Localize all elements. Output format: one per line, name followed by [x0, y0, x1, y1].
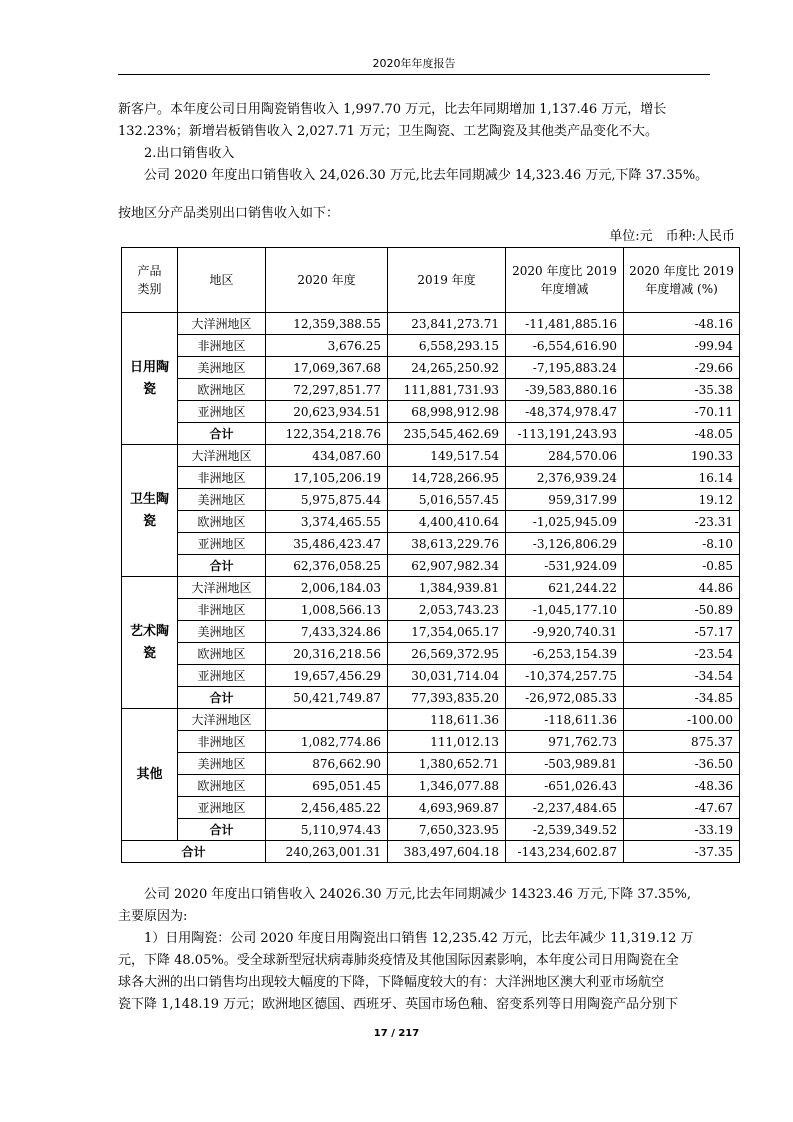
analysis-paragraph — [118, 884, 710, 1016]
change-cell: -1,045,177.10 — [506, 599, 624, 621]
table-row — [122, 599, 740, 621]
analysis-line: 元，下降 48.05%。受全球新型冠状病毒肺炎疫情及其他国际因素影响，本年度公司日用陶瓷在全 — [118, 953, 679, 968]
change-pct-cell: -48.36 — [624, 775, 740, 797]
change-pct-cell: -57.17 — [624, 621, 740, 643]
region-cell: 欧洲地区 — [178, 643, 266, 665]
value-2019-cell: 4,693,969.87 — [388, 797, 506, 819]
table-row — [122, 577, 740, 599]
change-pct-cell: -29.66 — [624, 357, 740, 379]
value-2019-cell: 17,354,065.17 — [388, 621, 506, 643]
region-cell: 合计 — [178, 819, 266, 841]
change-cell: -9,920,740.31 — [506, 621, 624, 643]
value-2020-cell: 19,657,456.29 — [266, 665, 388, 687]
value-2019-cell: 149,517.54 — [388, 445, 506, 467]
region-cell: 欧洲地区 — [178, 379, 266, 401]
region-cell: 大洋洲地区 — [178, 709, 266, 731]
table-row — [122, 401, 740, 423]
value-2020-cell: 72,297,851.77 — [266, 379, 388, 401]
change-pct-cell: -23.54 — [624, 643, 740, 665]
grand-total-label: 合计 — [122, 841, 266, 863]
change-pct-cell: -100.00 — [624, 709, 740, 731]
page-number: 17 / 217 — [373, 1028, 420, 1039]
region-cell: 非洲地区 — [178, 731, 266, 753]
region-cell: 非洲地区 — [178, 467, 266, 489]
change-pct-cell: -48.16 — [624, 313, 740, 335]
change-cell: -2,539,349.52 — [506, 819, 624, 841]
header-2020: 2020 年度 — [266, 248, 388, 313]
change-cell: 2,376,939.24 — [506, 467, 624, 489]
change-cell: -531,924.09 — [506, 555, 624, 577]
value-2019-cell: 7,650,323.95 — [388, 819, 506, 841]
change-cell: -39,583,880.16 — [506, 379, 624, 401]
header-change-pct: 2020 年度比 2019 年度增减 (%) — [624, 248, 740, 313]
value-2019-cell: 1,380,652.71 — [388, 753, 506, 775]
region-cell: 美洲地区 — [178, 489, 266, 511]
value-2020-cell: 122,354,218.76 — [266, 423, 388, 445]
export-revenue-table — [121, 247, 740, 863]
value-2020-cell — [266, 709, 388, 731]
change-cell: -11,481,885.16 — [506, 313, 624, 335]
change-pct-cell: -0.85 — [624, 555, 740, 577]
value-2020-cell: 876,662.90 — [266, 753, 388, 775]
value-2020-cell: 5,975,875.44 — [266, 489, 388, 511]
table-row — [122, 665, 740, 687]
region-cell: 亚洲地区 — [178, 797, 266, 819]
change-pct-cell: -34.85 — [624, 687, 740, 709]
table-row — [122, 643, 740, 665]
analysis-line: 公司 2020 年度出口销售收入 24026.30 万元,比去年同期减少 14323.46 万元,下降 37.35%, — [144, 887, 692, 902]
value-2020-cell: 35,486,423.47 — [266, 533, 388, 555]
value-2019-cell: 38,613,229.76 — [388, 533, 506, 555]
value-2020-cell: 3,374,465.55 — [266, 511, 388, 533]
report-header — [118, 56, 710, 75]
value-2019-cell: 235,545,462.69 — [388, 423, 506, 445]
region-cell: 美洲地区 — [178, 753, 266, 775]
value-2020-cell: 62,376,058.25 — [266, 555, 388, 577]
change-pct-cell: -47.67 — [624, 797, 740, 819]
intro-line: 132.23%；新增岩板销售收入 2,027.71 万元；卫生陶瓷、工艺陶瓷及其他类产品变化不大。 — [118, 124, 658, 139]
region-cell: 合计 — [178, 555, 266, 577]
header-region: 地区 — [178, 248, 266, 313]
value-2019-cell: 30,031,714.04 — [388, 665, 506, 687]
change-pct-cell: -70.11 — [624, 401, 740, 423]
category-cell: 艺术陶瓷 — [122, 577, 178, 709]
table-total-row — [122, 687, 740, 709]
value-2019-cell: 62,907,982.34 — [388, 555, 506, 577]
region-cell: 大洋洲地区 — [178, 445, 266, 467]
region-cell: 美洲地区 — [178, 357, 266, 379]
intro-line: 公司 2020 年度出口销售收入 24,026.30 万元,比去年同期减少 14,323.46 万元,下降 37.35%。 — [144, 168, 709, 183]
table-row — [122, 357, 740, 379]
value-2020-cell: 20,316,218.56 — [266, 643, 388, 665]
unit-note: 单位:元 币种:人民币 — [609, 229, 735, 244]
table-total-row — [122, 423, 740, 445]
change-cell: 284,570.06 — [506, 445, 624, 467]
value-2019-cell: 111,012.13 — [388, 731, 506, 753]
change-pct-cell: -50.89 — [624, 599, 740, 621]
grand-total-2019: 383,497,604.18 — [388, 841, 506, 863]
region-cell: 大洋洲地区 — [178, 313, 266, 335]
value-2019-cell: 4,400,410.64 — [388, 511, 506, 533]
intro-paragraph — [118, 99, 710, 187]
change-cell: 971,762.73 — [506, 731, 624, 753]
value-2020-cell: 20,623,934.51 — [266, 401, 388, 423]
change-pct-cell: 16.14 — [624, 467, 740, 489]
value-2020-cell: 2,006,184.03 — [266, 577, 388, 599]
table-row — [122, 621, 740, 643]
table-row — [122, 511, 740, 533]
value-2019-cell: 23,841,273.71 — [388, 313, 506, 335]
change-cell: -48,374,978.47 — [506, 401, 624, 423]
region-cell: 非洲地区 — [178, 599, 266, 621]
value-2020-cell: 17,105,206.19 — [266, 467, 388, 489]
value-2019-cell: 118,611.36 — [388, 709, 506, 731]
report-title: 2020年年度报告 — [372, 57, 456, 70]
region-cell: 亚洲地区 — [178, 401, 266, 423]
value-2020-cell: 17,069,367.68 — [266, 357, 388, 379]
value-2020-cell: 1,082,774.86 — [266, 731, 388, 753]
region-cell: 亚洲地区 — [178, 665, 266, 687]
region-cell: 欧洲地区 — [178, 511, 266, 533]
table-row — [122, 797, 740, 819]
grand-total-row — [122, 841, 740, 863]
change-cell: 621,244.22 — [506, 577, 624, 599]
value-2019-cell: 5,016,557.45 — [388, 489, 506, 511]
value-2019-cell: 68,998,912.98 — [388, 401, 506, 423]
value-2019-cell: 26,569,372.95 — [388, 643, 506, 665]
analysis-line: 球各大洲的出口销售均出现较大幅度的下降，下降幅度较大的有：大洋洲地区澳大利亚市场航空 — [118, 975, 665, 990]
change-pct-cell: -36.50 — [624, 753, 740, 775]
header-change: 2020 年度比 2019 年度增减 — [506, 248, 624, 313]
value-2019-cell: 1,384,939.81 — [388, 577, 506, 599]
value-2020-cell: 695,051.45 — [266, 775, 388, 797]
category-cell: 卫生陶瓷 — [122, 445, 178, 577]
table-row — [122, 753, 740, 775]
region-cell: 欧洲地区 — [178, 775, 266, 797]
region-cell: 美洲地区 — [178, 621, 266, 643]
change-pct-cell: 19.12 — [624, 489, 740, 511]
region-cell: 大洋洲地区 — [178, 577, 266, 599]
table-row — [122, 489, 740, 511]
change-cell: -503,989.81 — [506, 753, 624, 775]
change-pct-cell: -8.10 — [624, 533, 740, 555]
change-cell: -118,611.36 — [506, 709, 624, 731]
change-pct-cell: 44.86 — [624, 577, 740, 599]
table-body — [122, 313, 740, 863]
table-row — [122, 379, 740, 401]
change-pct-cell: -23.31 — [624, 511, 740, 533]
intro-line: 新客户。本年度公司日用陶瓷销售收入 1,997.70 万元，比去年同期增加 1,137.46 万元，增长 — [118, 102, 667, 117]
change-cell: -651,026.43 — [506, 775, 624, 797]
table-intro — [118, 203, 710, 225]
value-2019-cell: 77,393,835.20 — [388, 687, 506, 709]
change-pct-cell: -35.38 — [624, 379, 740, 401]
change-pct-cell: -33.19 — [624, 819, 740, 841]
table-row — [122, 313, 740, 335]
value-2019-cell: 111,881,731.93 — [388, 379, 506, 401]
grand-total-pct: -37.35 — [624, 841, 740, 863]
header-category: 产品 类别 — [122, 248, 178, 313]
change-cell: -26,972,085.33 — [506, 687, 624, 709]
value-2020-cell: 7,433,324.86 — [266, 621, 388, 643]
table-intro-text: 按地区分产品类别出口销售收入如下： — [118, 206, 340, 221]
change-pct-cell: 875.37 — [624, 731, 740, 753]
change-cell: -6,253,154.39 — [506, 643, 624, 665]
section-heading: 2.出口销售收入 — [144, 146, 235, 161]
table-row — [122, 445, 740, 467]
analysis-line: 瓷下降 1,148.19 万元；欧洲地区德国、西班牙、英国市场色釉、窑变系列等日用陶瓷产品分别下 — [118, 997, 679, 1012]
table-row — [122, 467, 740, 489]
change-cell: -113,191,243.93 — [506, 423, 624, 445]
change-cell: -2,237,484.65 — [506, 797, 624, 819]
change-cell: -1,025,945.09 — [506, 511, 624, 533]
region-cell: 非洲地区 — [178, 335, 266, 357]
change-pct-cell: -48.05 — [624, 423, 740, 445]
value-2020-cell: 434,087.60 — [266, 445, 388, 467]
value-2020-cell: 2,456,485.22 — [266, 797, 388, 819]
table-row — [122, 533, 740, 555]
analysis-line: 主要原因为: — [118, 909, 188, 924]
change-cell: -7,195,883.24 — [506, 357, 624, 379]
value-2019-cell: 2,053,743.23 — [388, 599, 506, 621]
change-pct-cell: 190.33 — [624, 445, 740, 467]
header-2019: 2019 年度 — [388, 248, 506, 313]
change-cell: -6,554,616.90 — [506, 335, 624, 357]
value-2020-cell: 50,421,749.87 — [266, 687, 388, 709]
region-cell: 亚洲地区 — [178, 533, 266, 555]
value-2019-cell: 6,558,293.15 — [388, 335, 506, 357]
region-cell: 合计 — [178, 687, 266, 709]
grand-total-change: -143,234,602.87 — [506, 841, 624, 863]
value-2019-cell: 24,265,250.92 — [388, 357, 506, 379]
region-cell: 合计 — [178, 423, 266, 445]
category-cell: 日用陶瓷 — [122, 313, 178, 445]
table-row — [122, 731, 740, 753]
table-row — [122, 709, 740, 731]
table-total-row — [122, 555, 740, 577]
change-cell: 959,317.99 — [506, 489, 624, 511]
analysis-line: 1）日用陶瓷：公司 2020 年度日用陶瓷出口销售 12,235.42 万元，比去年减少 11,319.12 万 — [144, 931, 694, 946]
change-pct-cell: -34.54 — [624, 665, 740, 687]
value-2019-cell: 1,346,077.88 — [388, 775, 506, 797]
table-header-row — [122, 248, 740, 313]
value-2020-cell: 1,008,566.13 — [266, 599, 388, 621]
change-cell: -10,374,257.75 — [506, 665, 624, 687]
table-row — [122, 335, 740, 357]
table-row — [122, 775, 740, 797]
value-2020-cell: 5,110,974.43 — [266, 819, 388, 841]
category-cell: 其他 — [122, 709, 178, 841]
table-total-row — [122, 819, 740, 841]
change-pct-cell: -99.94 — [624, 335, 740, 357]
value-2020-cell: 3,676.25 — [266, 335, 388, 357]
value-2019-cell: 14,728,266.95 — [388, 467, 506, 489]
grand-total-2020: 240,263,001.31 — [266, 841, 388, 863]
value-2020-cell: 12,359,388.55 — [266, 313, 388, 335]
change-cell: -3,126,806.29 — [506, 533, 624, 555]
